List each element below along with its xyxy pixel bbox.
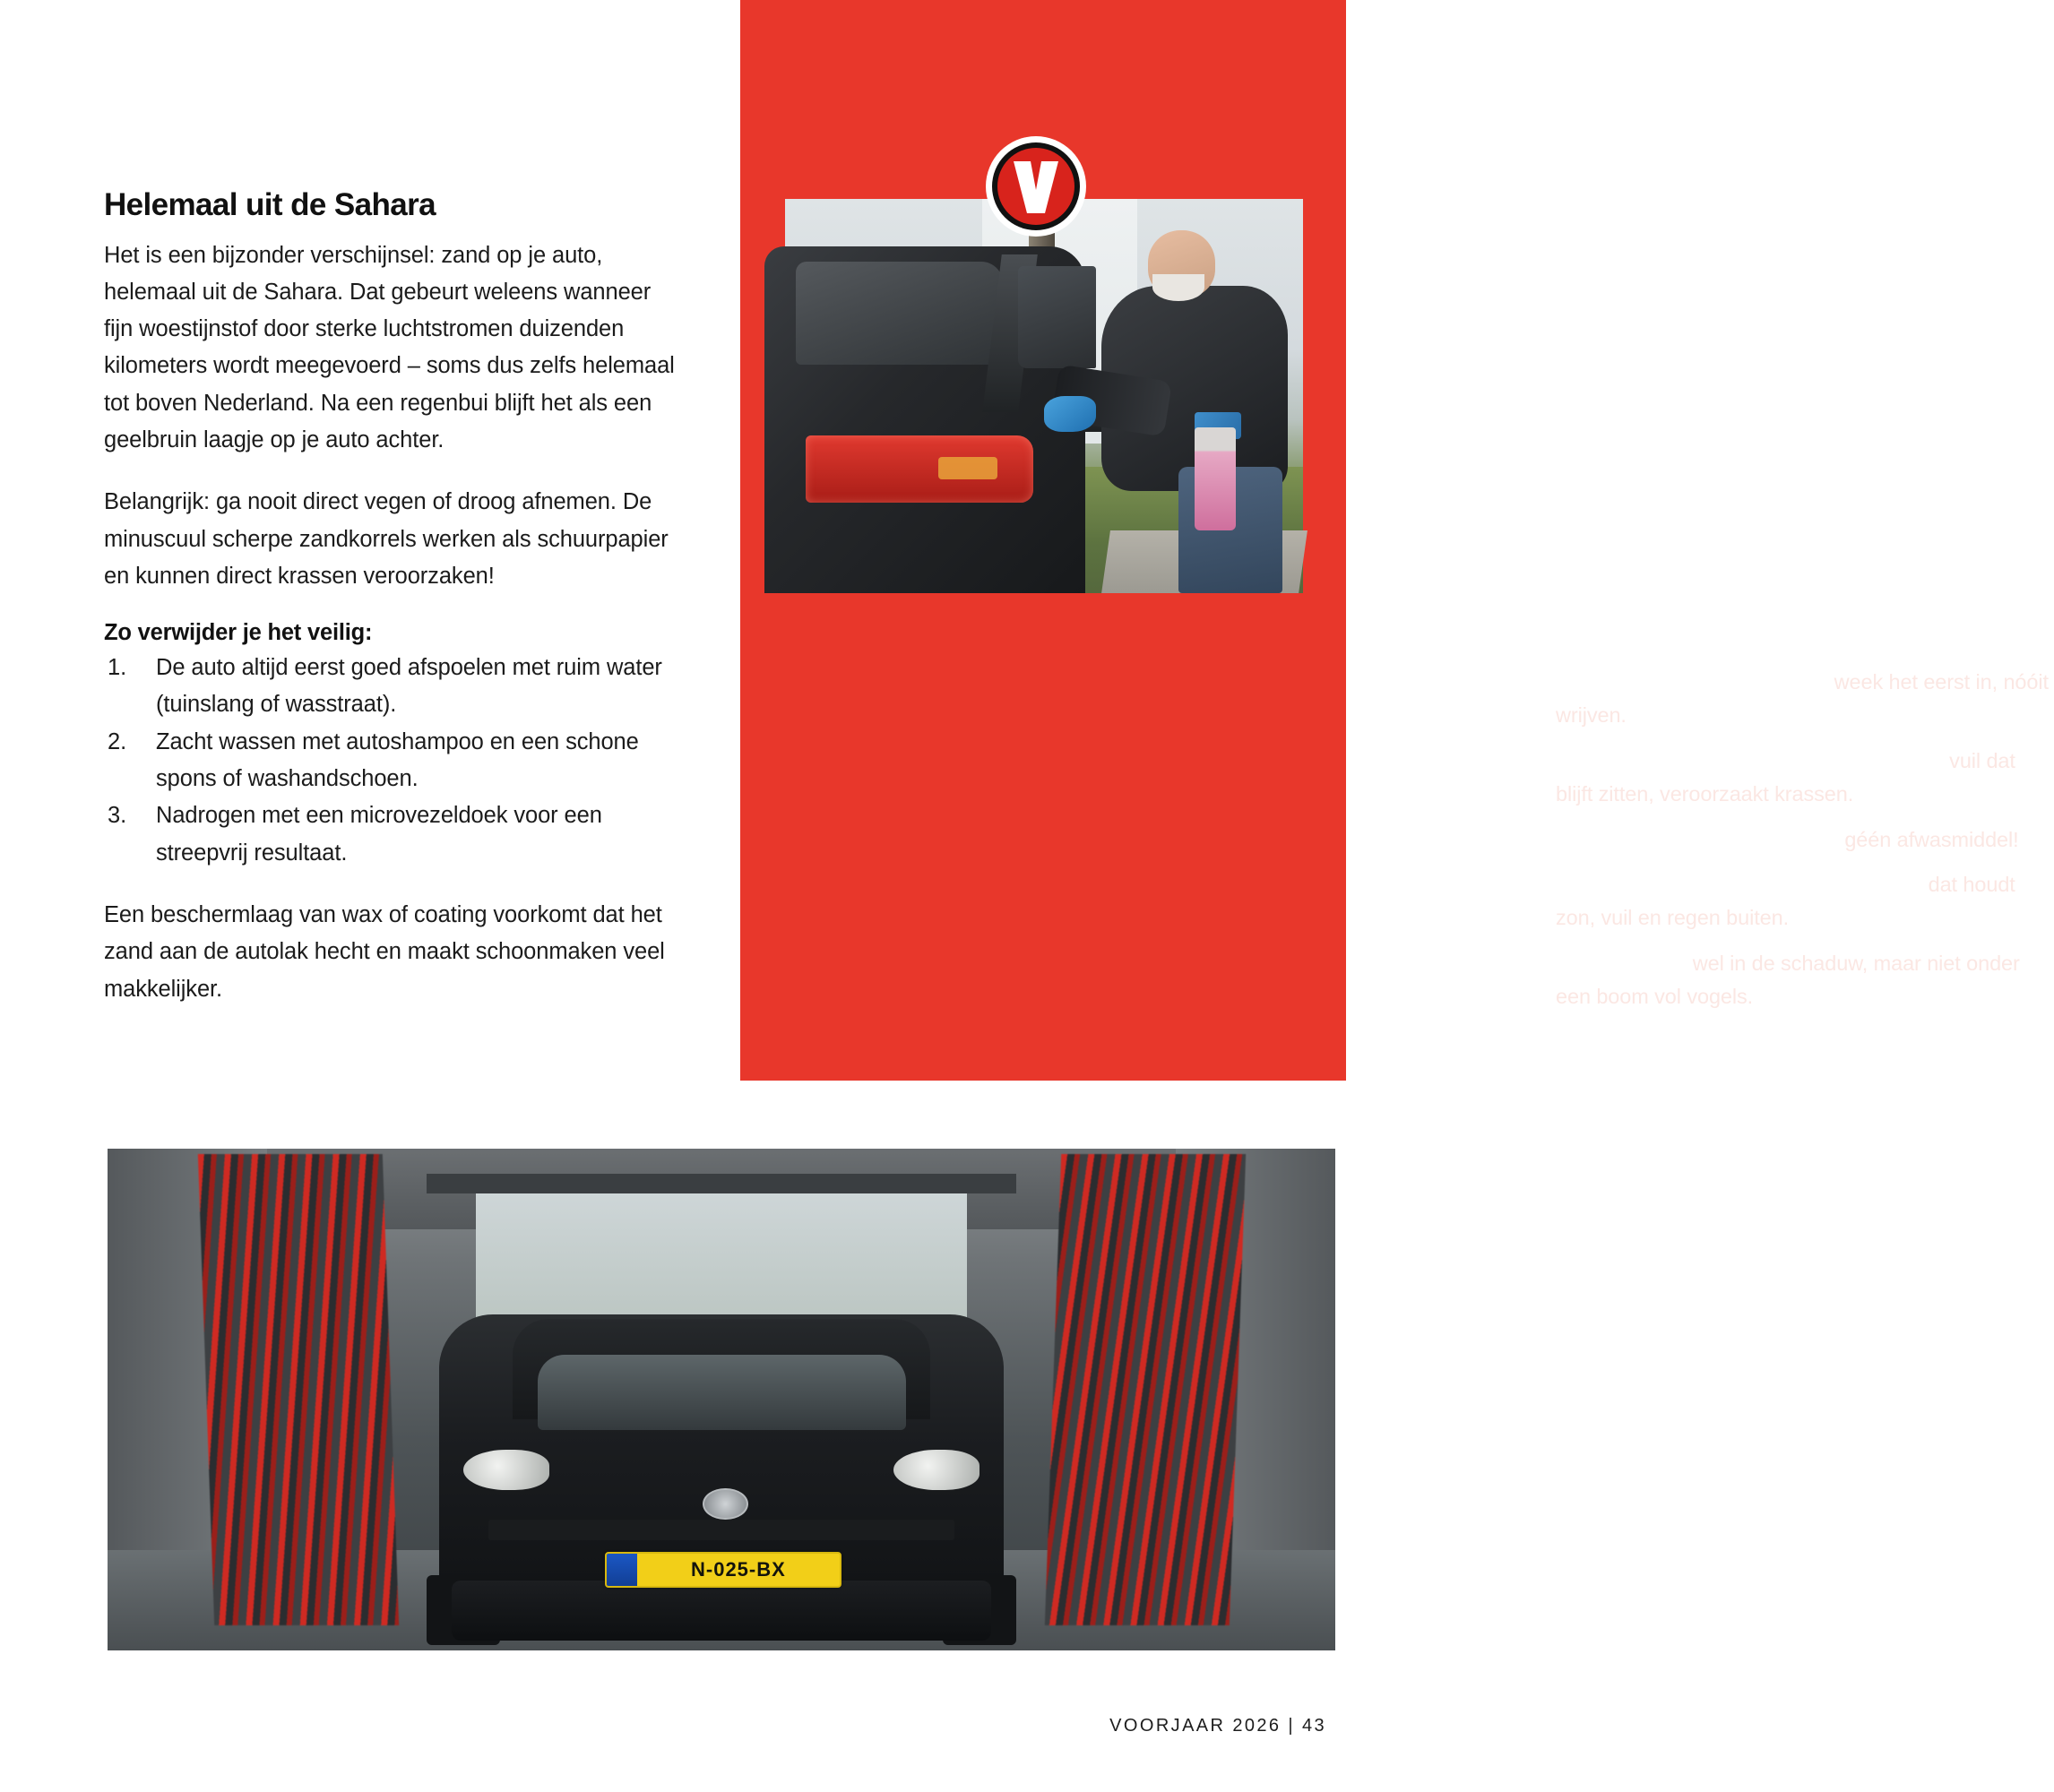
eu-band-icon [607, 1554, 637, 1586]
photo-car-rear-window [796, 262, 1003, 364]
photo-spray-bottle [1195, 427, 1236, 530]
page-title: Helemaal uit de Sahara [104, 187, 436, 222]
steps-list [104, 650, 677, 872]
step-text: Nadrogen met een microvezeldoek voor een streepvrij resultaat. [156, 803, 602, 866]
step-text: De auto altijd eerst goed afspoelen met ruim water (tuinslang of wasstraat). [156, 655, 662, 718]
step-number: 1. [108, 655, 127, 681]
tip-rest: dat houdt zon, vuil en regen buiten. [1556, 873, 2015, 930]
steps-heading: Zo verwijder je het veilig: [104, 620, 373, 646]
bullet-icon [1522, 881, 1531, 890]
article-paragraph-1: Het is een bijzonder verschijnsel: zand op je auto, helemaal uit de Sahara. Dat gebeurt weleens wanneer fijn woestijnstof door sterke luchtstromen duizenden kilometers wordt meegevoerd – soms dus zelfs helemaal tot boven Nederland. Na een regenbui blijft het als een geelbruin laagje op je auto achter. [104, 242, 675, 452]
list-item [1516, 666, 2054, 732]
page-footer: VOORJAAR 2026 | 43 [1109, 1716, 1326, 1736]
article-column [104, 188, 677, 1033]
list-item [1516, 823, 2054, 857]
bullet-icon [1522, 960, 1531, 969]
bullet-icon [1522, 757, 1531, 766]
tip-lead: Was de auto liever vaker dan te weinig: [1556, 748, 1944, 772]
photo-car-door-window [1018, 266, 1096, 368]
vw-headlight-right [893, 1450, 980, 1490]
step-text: Zacht wassen met autoshampoo en een schone spons of washandschoen. [156, 728, 639, 792]
vw-bumper [452, 1581, 992, 1641]
vakgarage-logo-icon [984, 134, 1088, 238]
bullet-icon [1522, 836, 1531, 845]
tip-rest: week het eerst in, nóóit wrijven. [1556, 670, 2049, 727]
photo-cleaning-cloth [1044, 396, 1096, 432]
license-plate-number: N-025-BX [691, 1558, 786, 1581]
list-item [1516, 947, 2054, 1013]
tip-lead: Verwijder vogelpoep direct: [1556, 670, 1829, 694]
article-paragraph-2: Belangrijk: ga nooit direct vegen of droog afnemen. De minuscuul scherpe zandkorrels werken als schuurpapier en kunnen direct krassen veroorzaken! [104, 489, 669, 589]
tip-rest: vuil dat blijft zitten, veroorzaakt krassen. [1556, 748, 2015, 806]
tips-list [1516, 666, 2054, 1013]
tip-lead: Bescherm de lak met wax of coating: [1556, 873, 1923, 897]
carwash-photo [108, 1149, 1335, 1650]
tips-content [1516, 627, 2054, 1026]
list-item [104, 724, 677, 798]
license-plate [605, 1552, 841, 1588]
carwash-brush-left [197, 1154, 398, 1625]
carwash-door-frame [427, 1174, 1016, 1193]
photo-car-taillight [806, 435, 1033, 503]
tip-rest: géén afwasmiddel! [1838, 827, 2019, 851]
tips-title: Tips van de Vakgarage-expert [1516, 627, 1873, 656]
list-item [1516, 745, 2054, 811]
tip-lead: Gebruik altijd autoshampoo: [1556, 827, 1839, 851]
tip-lead: Parkeer slim: [1556, 952, 1687, 976]
vw-grille [488, 1520, 955, 1539]
list-item [104, 797, 677, 872]
list-item [104, 650, 677, 724]
step-number: 3. [108, 803, 127, 829]
bullet-icon [1522, 678, 1531, 687]
step-number: 2. [108, 728, 127, 754]
article-paragraph-3: Een beschermlaag van wax of coating voorkomt dat het zand aan de autolak hecht en maakt schoonmaken veel makkelijker. [104, 901, 665, 1002]
vw-car-windshield [538, 1355, 906, 1430]
list-item [1516, 868, 2054, 935]
carwash-brush-right [1045, 1154, 1246, 1625]
expert-photo [785, 199, 1303, 593]
tip-rest: wel in de schaduw, maar niet onder een boom vol vogels. [1556, 952, 2020, 1009]
vw-headlight-left [463, 1450, 549, 1490]
